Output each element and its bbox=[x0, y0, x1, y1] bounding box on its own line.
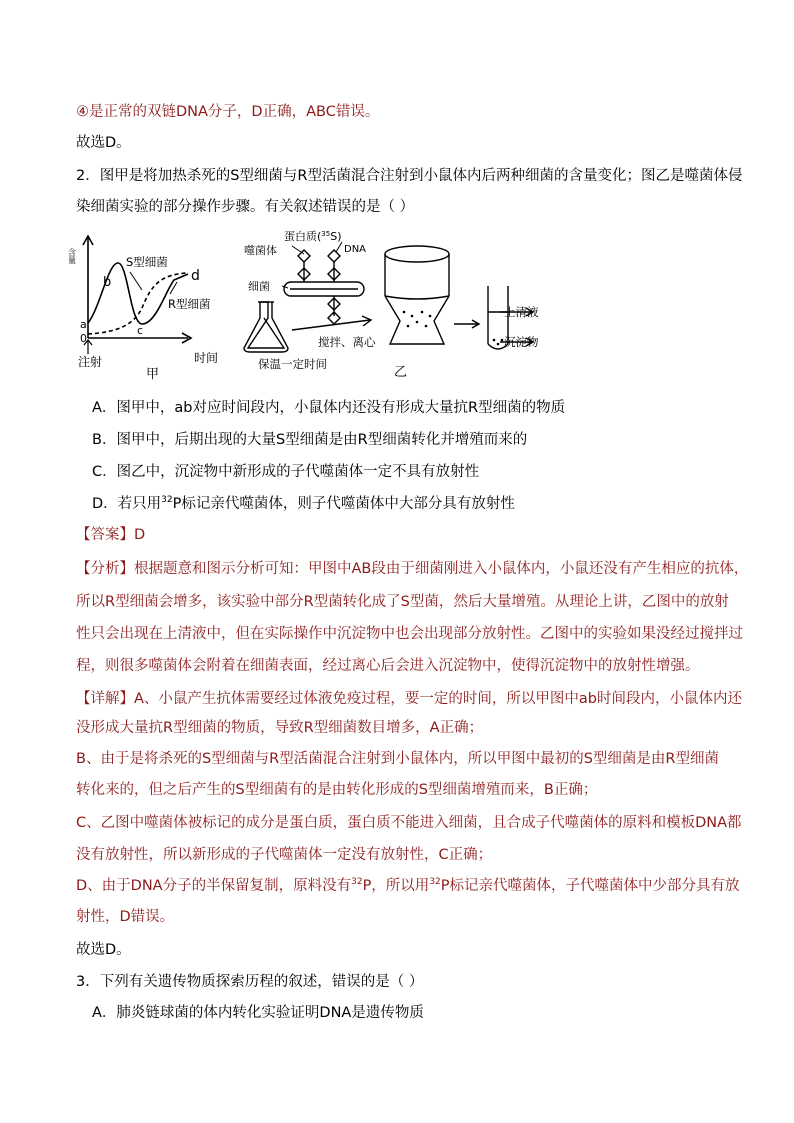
detail-c-1: C、乙图中噬菌体被标记的成分是蛋白质，蛋白质不能进入细菌，且合成子代噬菌体的原料和模板DNA都 bbox=[76, 815, 742, 831]
flask-outline bbox=[248, 302, 284, 348]
detail-d-1: D、由于DNA分子的半保留复制，原料没有$^{32}$P，所以用$^{32}$P标记亲代噬菌体，子代噬菌体中少部分具有放 bbox=[76, 877, 740, 894]
point-c-label: c bbox=[137, 324, 144, 337]
detail-b-2: 转化来的，但之后产生的S型细菌有的是由转化形成的S型细菌增殖而来，B正确； bbox=[76, 782, 598, 798]
q3-option-a: A．肺炎链球菌的体内转化实验证明DNA是遗传物质 bbox=[92, 1005, 424, 1021]
figure-yi-caption: 乙 bbox=[394, 365, 408, 380]
s-label-pointer bbox=[130, 272, 142, 290]
detail-a-1: 【详解】A、小鼠产生抗体需要经过体液免疫过程，要一定的时间，所以甲图中ab时间段内，小鼠体内还 bbox=[76, 691, 743, 707]
prev-line-2: 故选D。 bbox=[76, 135, 131, 151]
stir-label: 搅拌、离心 bbox=[318, 335, 376, 349]
point-d-label: d bbox=[191, 268, 200, 284]
r-bacteria-curve bbox=[88, 263, 188, 324]
origin-label: 0 bbox=[80, 332, 87, 345]
q2-option-c: C．图乙中，沉淀物中新形成的子代噬菌体一定不具有放射性 bbox=[92, 464, 480, 480]
q2-option-d: D．若只用$^{32}$P标记亲代噬菌体，则子代噬菌体中大部分具有放射性 bbox=[92, 495, 515, 512]
bacteria-label: 细菌 bbox=[248, 280, 270, 293]
point-b-label: b bbox=[103, 275, 112, 290]
detail-a-2: 没形成大量抗R型细菌的物质，导致R型细菌数目增多，A正确； bbox=[76, 720, 484, 736]
analysis-line-3: 性只会出现在上清液中，但在实际操作中沉淀物中也会出现部分放射性。乙图中的实验如果没经过搅拌过 bbox=[76, 626, 743, 642]
centrifuge-top bbox=[385, 246, 449, 262]
s-curve-label: S型细菌 bbox=[126, 255, 168, 269]
detail-d-2: 射性，D错误。 bbox=[76, 909, 175, 925]
r-curve-label: R型细菌 bbox=[168, 297, 211, 311]
figure-jia-caption: 甲 bbox=[146, 367, 160, 382]
incubate-label: 保温一定时间 bbox=[258, 357, 327, 371]
protein-label: 蛋白质($^{35}$S) bbox=[284, 230, 342, 243]
supernatant-label: 上清液 bbox=[504, 305, 539, 319]
analysis-line-1: 【分析】根据题意和图示分析可知：甲图中AB段由于细菌刚进入小鼠体内，小鼠还没有产生相应的抗体， bbox=[76, 561, 749, 577]
q2-option-b: B．图甲中，后期出现的大量S型细菌是由R型细菌转化并增殖而来的 bbox=[92, 432, 528, 448]
phage-label: 噬菌体 bbox=[244, 244, 277, 257]
q3-stem: 3．下列有关遗传物质探索历程的叙述，错误的是（ ） bbox=[76, 974, 424, 990]
analysis-line-2: 所以R型细菌会增多，该实验中部分R型菌转化成了S型菌，然后大量增殖。从理论上讲，乙图中的放射 bbox=[76, 594, 729, 610]
figure-yi bbox=[232, 226, 562, 386]
detail-b-1: B、由于是将杀死的S型细菌与R型活菌混合注射到小鼠体内，所以甲图中最初的S型细菌是由R型细菌 bbox=[76, 751, 720, 767]
q2-option-a: A．图甲中，ab对应时间段内，小鼠体内还没有形成大量抗R型细菌的物质 bbox=[92, 400, 566, 416]
y-axis-label: 含量 bbox=[67, 248, 77, 264]
phage-2-head bbox=[328, 250, 340, 262]
figure-jia bbox=[67, 228, 230, 388]
x-axis-label: 时间 bbox=[194, 351, 219, 365]
dna-label: DNA bbox=[344, 244, 367, 255]
q2-conclusion: 故选D。 bbox=[76, 942, 131, 958]
analysis-line-4: 程，则很多噬菌体会附着在细菌表面，经过离心后会进入沉淀物中，使得沉淀物中的放射性增强。 bbox=[76, 658, 700, 674]
point-a-label: a bbox=[80, 318, 87, 331]
inject-label: 注射 bbox=[78, 355, 103, 369]
detail-c-2: 没有放射性，所以新形成的子代噬菌体一定没有放射性，C正确； bbox=[76, 847, 493, 863]
precipitate-label: 沉淀物 bbox=[504, 335, 539, 349]
q2-answer: 【答案】D bbox=[76, 527, 146, 543]
prev-line-1: ④是正常的双链DNA分子，D正确，ABC错误。 bbox=[76, 104, 380, 120]
q2-stem-1: 2．图甲是将加热杀死的S型细菌与R型活菌混合注射到小鼠体内后两种细菌的含量变化；图乙是噬菌体侵 bbox=[76, 168, 743, 184]
q2-stem-2: 染细菌实验的部分操作步骤。有关叙述错误的是（ ） bbox=[76, 199, 415, 215]
